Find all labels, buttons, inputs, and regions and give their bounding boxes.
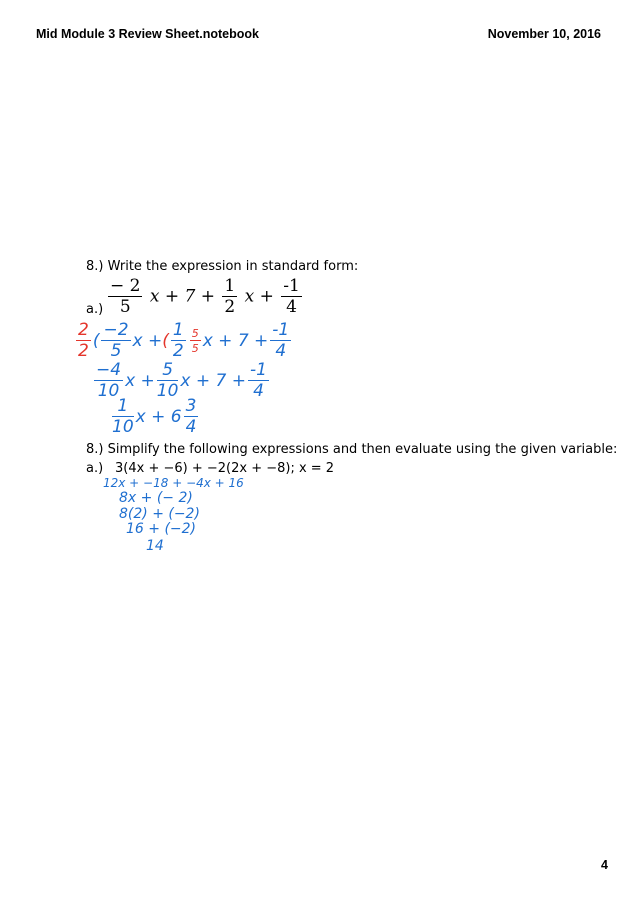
document-date: November 10, 2016 (487, 27, 601, 41)
expression-term: x + (244, 286, 274, 307)
fraction: $\frac{1}{10}$ (112, 396, 134, 437)
work-step-2: 8x + (− 2) (119, 490, 193, 506)
question-1-prompt: 8.) Write the expression in standard form: (86, 259, 359, 274)
fraction: $\frac{1}{2}$ (172, 320, 184, 361)
fraction: $\frac{1}{2}$ (224, 276, 236, 317)
work-step-5: 14 (146, 538, 164, 554)
multiplier-fraction: $\frac{2}{2}$ (78, 320, 89, 361)
fraction: $\frac{-1}{4}$ (272, 320, 290, 361)
question-1-expression (106, 278, 304, 316)
work-step-4: 16 + (−2) (126, 521, 197, 537)
fraction: $\frac{-1}{4}$ (283, 276, 300, 317)
expression-term: x + 7 + (149, 286, 215, 307)
work-line-3: $\frac{1}{10}$ x + 6 $\frac{3}{4}$ (112, 396, 197, 437)
fraction: $\frac{-1}{4}$ (250, 360, 267, 401)
page-number: 4 (601, 858, 608, 872)
question-2-prompt: 8.) Simplify the following expressions and then evaluate using the given variable: (86, 442, 618, 457)
question-2-expression: 3(4x + −6) + −2(2x + −8); x = 2 (115, 461, 335, 476)
work-line-1: $\frac{2}{2}$ ( $\frac{-2}{5}$ x +( $\frac{1}{2}$ $\frac{5}{5}$ x + 7 + $\frac{-1}{4}$ (78, 320, 290, 361)
fraction: $\frac{5}{10}$ (156, 360, 179, 401)
question-2-part-label: a.) (86, 461, 104, 476)
fraction: $\frac{- 2}{5}$ (110, 276, 141, 317)
work-line-2: $\frac{-4}{10}$ x + $\frac{5}{10}$ x + 7 + $\frac{-1}{4}$ (96, 360, 267, 401)
document-title: Mid Module 3 Review Sheet.notebook (36, 27, 259, 41)
question-1-part-label: a.) (86, 302, 104, 317)
work-step-3: 8(2) + (−2) (119, 506, 200, 522)
multiplier-fraction: $\frac{5}{5}$ (191, 327, 199, 355)
fraction: $\frac{-2}{5}$ (103, 320, 129, 361)
fraction: $\frac{-4}{10}$ (96, 360, 122, 401)
fraction: $\frac{3}{4}$ (185, 396, 197, 437)
work-step-1: 12x + −18 + −4x + 16 (103, 476, 244, 490)
